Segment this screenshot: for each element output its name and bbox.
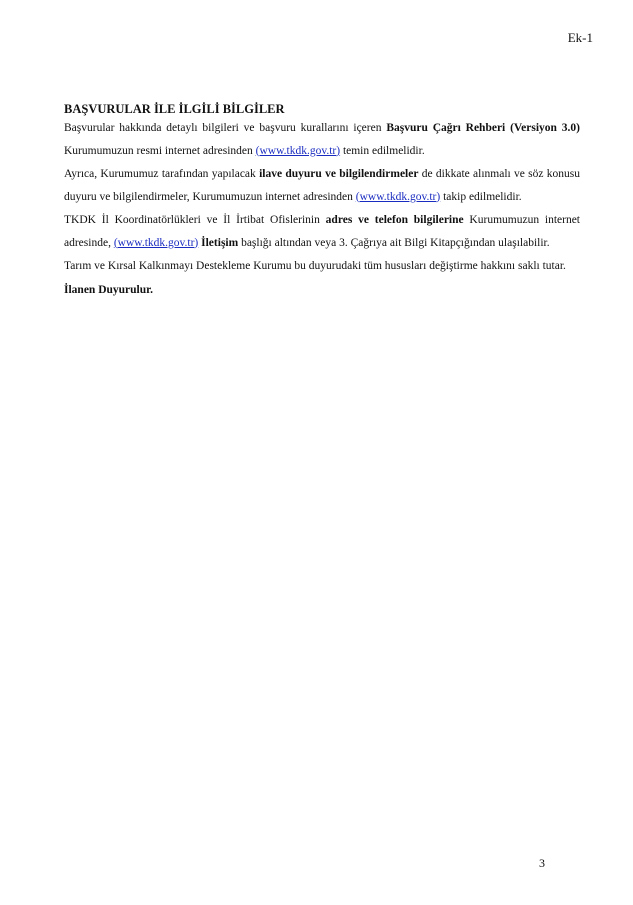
p4-text-1: Tarım ve Kırsal Kalkınmayı Destekleme Kurumu bu duyurudaki tüm hususları değiştirme hakkını saklı tutar. bbox=[64, 260, 566, 272]
closing-statement: İlanen Duyurulur. bbox=[64, 283, 154, 296]
p1-bold-guide-name: Başvuru Çağrı Rehberi (Versiyon 3.0) bbox=[386, 122, 580, 134]
p1-text-1: Başvurular hakkında detaylı bilgileri ve başvuru kurallarını içeren bbox=[64, 122, 387, 134]
paragraph-announcements bbox=[64, 163, 580, 208]
p3-bold-contact-heading: İletişim bbox=[201, 236, 239, 249]
p3-text-2: Kurumumuzun internet adresinde, bbox=[64, 214, 580, 249]
annex-label: Ek-1 bbox=[567, 30, 593, 45]
paragraph-rights-reserved bbox=[64, 255, 580, 278]
tkdk-website-link[interactable]: (www.tkdk.gov.tr) bbox=[355, 190, 441, 203]
p1-text-3: temin edilmelidir. bbox=[340, 144, 425, 157]
tkdk-website-link[interactable]: (www.tkdk.gov.tr) bbox=[113, 236, 199, 249]
paragraph-contact-info bbox=[64, 209, 580, 254]
p3-text-1: TKDK İl Koordinatörlükleri ve İl İrtibat Ofislerinin bbox=[64, 214, 326, 226]
section-title: BAŞVURULAR İLE İLGİLİ BİLGİLER bbox=[64, 102, 285, 116]
p3-bold-contact: adres ve telefon bilgilerine bbox=[325, 214, 464, 226]
p2-text-1: Ayrıca, Kurumumuz tarafından yapılacak bbox=[64, 168, 260, 180]
p1-text-2: Kurumumuzun resmi internet adresinden bbox=[64, 144, 256, 157]
document-body bbox=[64, 101, 580, 301]
page-number: 3 bbox=[539, 856, 545, 870]
p3-text-4: başlığı altından veya 3. Çağrıya ait Bilgi Kitapçığından ulaşılabilir. bbox=[238, 236, 550, 249]
paragraph-call-guide bbox=[64, 117, 580, 162]
p2-text-2: de dikkate alınmalı ve söz konusu duyuru ve bilgilendirmeler, Kurumumuzun internet adresinden bbox=[64, 168, 581, 203]
p2-bold-announcements: ilave duyuru ve bilgilendirmeler bbox=[259, 168, 419, 180]
p2-text-3: takip edilmelidir. bbox=[440, 190, 522, 203]
tkdk-website-link[interactable]: (www.tkdk.gov.tr) bbox=[255, 144, 341, 157]
